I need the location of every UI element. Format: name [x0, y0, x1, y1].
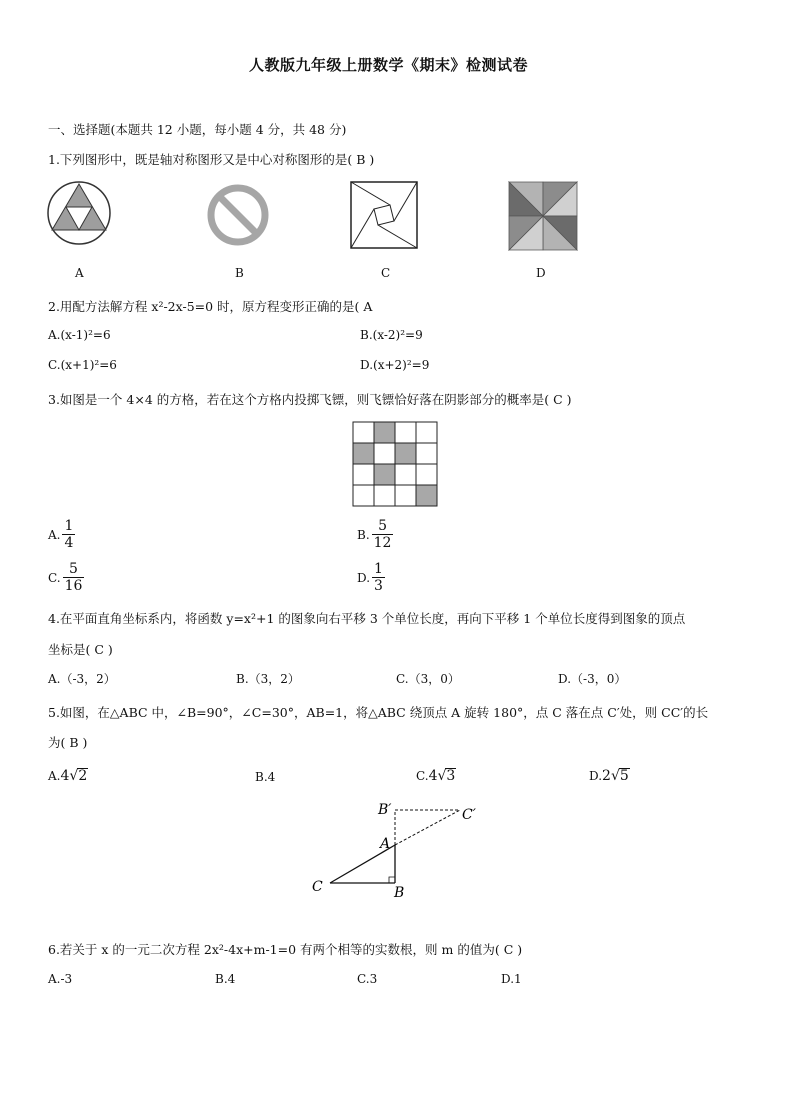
question-2-stem: 2.用配方法解方程 x²-2x-5=0 时，原方程变形正确的是( A: [48, 299, 373, 314]
q6-option-b: B.4: [215, 972, 236, 986]
question-6-stem: 6.若关于 x 的一元二次方程 2x²-4x+m-1=0 有两个相等的实数根，则 m 的值为( C ): [48, 942, 523, 957]
grid-cell: [416, 443, 437, 464]
q2-option-c: C.(x+1)²=6: [48, 358, 117, 372]
grid-cell-shaded: [374, 422, 395, 443]
q1-label-a: A: [75, 266, 84, 280]
q4-option-a: A.（-3，2）: [48, 672, 116, 686]
q1-figure-c-icon: [350, 181, 418, 249]
segment-ac-prime: [395, 810, 460, 845]
q1-label-c: C: [381, 266, 391, 280]
q3-grid-figure: [352, 421, 438, 507]
label-c: C: [312, 879, 323, 895]
q3-option-c: C. $\frac{5}{16}$: [48, 561, 83, 594]
q3-option-a: A. $\frac{1}{4}$: [48, 518, 74, 551]
grid-cell: [395, 464, 416, 485]
q2-option-b: B.(x-2)²=9: [360, 328, 423, 342]
question-3-stem: 3.如图是一个 4×4 的方格，若在这个方格内投掷飞镖，则飞镖恰好落在阴影部分的概率是( C ): [48, 392, 572, 407]
grid-cell: [353, 485, 374, 506]
q4-option-b: B.（3，2）: [236, 672, 300, 686]
grid-cell: [374, 485, 395, 506]
q5-triangle-figure: [300, 795, 500, 900]
q6-option-c: C.3: [357, 972, 378, 986]
q1-figure-b-icon: [206, 183, 270, 247]
grid-cell-shaded: [353, 443, 374, 464]
grid-cell: [416, 464, 437, 485]
q2-option-d: D.(x+2)²=9: [360, 358, 430, 372]
q1-figure-d-icon: [508, 181, 578, 251]
question-5-stem-line2: 为( B ): [48, 735, 88, 750]
grid-cell: [353, 422, 374, 443]
label-b: B: [394, 885, 405, 900]
question-5-stem-line1: 5.如图，在△ABC 中，∠B=90°，∠C=30°，AB=1，将△ABC 绕顶点 A 旋转 180°，点 C 落在点 C′处，则 CC′的长: [48, 705, 709, 720]
label-a: A: [380, 836, 391, 852]
question-4-stem-line1: 4.在平面直角坐标系内，将函数 y=x²+1 的图象向右平移 3 个单位长度，再向下平移 1 个单位长度得到图象的顶点: [48, 611, 686, 626]
q6-option-a: A.-3: [48, 972, 73, 986]
grid-cell: [374, 443, 395, 464]
question-4-stem-line2: 坐标是( C ): [48, 642, 113, 657]
q1-label-d: D: [536, 266, 546, 280]
page-title: 人教版九年级上册数学《期末》检测试卷: [249, 56, 529, 74]
right-angle-mark: [389, 877, 395, 883]
q6-option-d: D.1: [501, 972, 522, 986]
grid-cell: [395, 485, 416, 506]
grid-cell-shaded: [374, 464, 395, 485]
q1-label-b: B: [235, 266, 244, 280]
grid-cell-shaded: [416, 485, 437, 506]
grid-cell: [395, 422, 416, 443]
q5-option-c: C.4√3: [416, 768, 456, 784]
question-1-stem: 1.下列图形中，既是轴对称图形又是中心对称图形的是( B ): [48, 152, 375, 167]
q5-option-a: A.4√2: [48, 768, 88, 784]
q5-option-d: D.2√5: [589, 768, 629, 784]
q3-option-d: D. $\frac{1}{3}$: [357, 561, 383, 594]
q5-option-b: B.4: [255, 770, 276, 784]
q4-option-d: D.（-3，0）: [558, 672, 627, 686]
grid-cell-shaded: [395, 443, 416, 464]
label-b-prime: B′: [378, 802, 392, 818]
q1-figure-a-icon: [46, 180, 112, 246]
label-c-prime: C′: [462, 807, 476, 823]
q2-option-a: A.(x-1)²=6: [48, 328, 111, 342]
q3-option-b: B. $\frac{5}{12}$: [357, 518, 392, 551]
grid-cell: [353, 464, 374, 485]
q4-option-c: C.（3，0）: [396, 672, 460, 686]
grid-cell: [416, 422, 437, 443]
section-heading: 一、选择题(本题共 12 小题，每小题 4 分，共 48 分): [48, 122, 347, 137]
